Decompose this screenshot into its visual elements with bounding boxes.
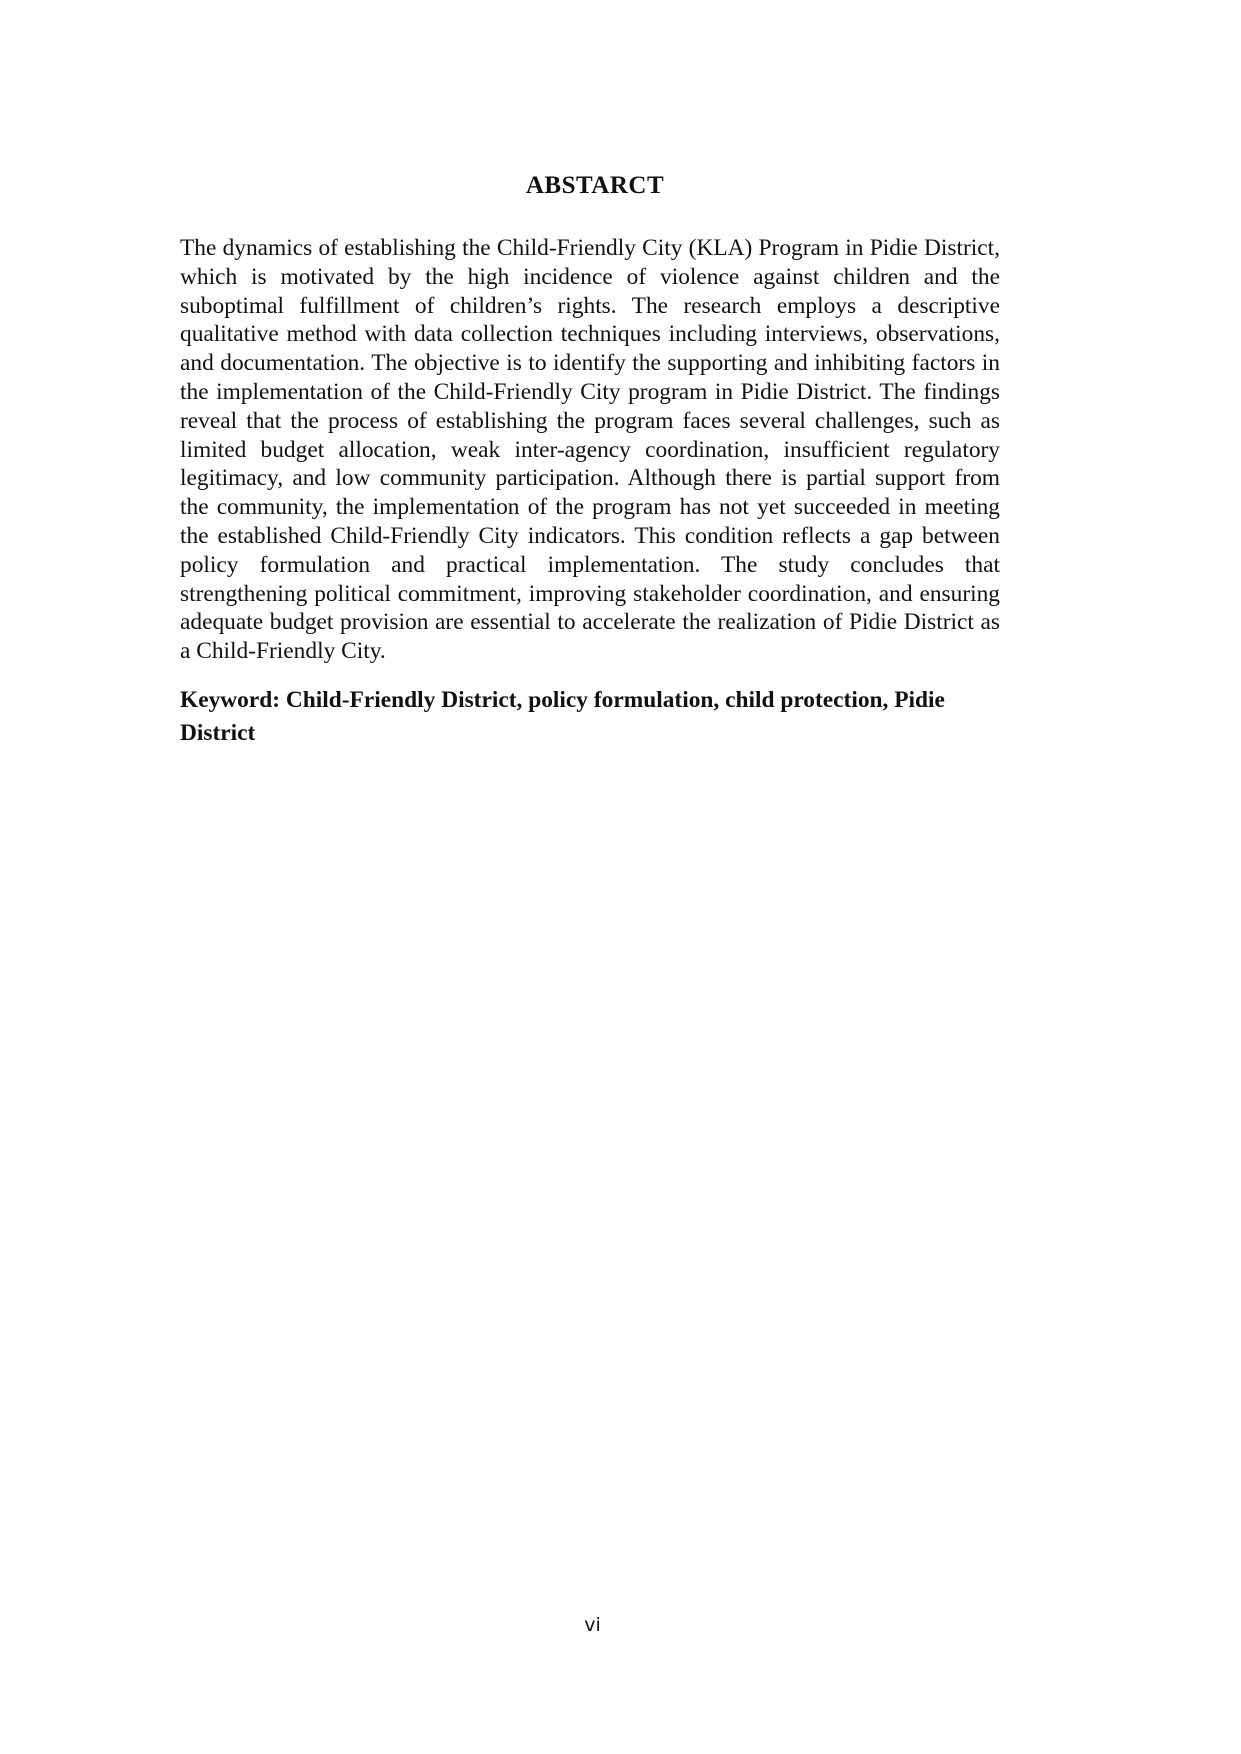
abstract-title: ABSTARCT [525,172,665,199]
keywords: Keyword: Child-Friendly District, policy formulation, child protection, Pidie District [180,687,945,746]
page-number: vi [584,1614,601,1636]
abstract-body: The dynamics of establishing the Child-Friendly City (KLA) Program in Pidie District, which is motivated by the high incidence of violence against children and the suboptimal fulfillment of children’s rights. The research employs a descriptive qualitative method with data collection techniques including interviews, observations, and documentation. The objective is to identify the supporting and inhibiting factors in the implementation of the Child-Friendly City program in Pidie District. The findings reveal that the process of establishing the program faces several challenges, such as limited budget allocation, weak inter-agency coordination, insufficient regulatory legitimacy, and low community participation. Although there is partial support from the community, the implementation of the program has not yet succeeded in meeting the established Child-Friendly City indicators. This condition reflects a gap between policy formulation and practical implementation. The study concludes that strengthening political commitment, improving stakeholder coordination, and ensuring adequate budget provision are essential to accelerate the realization of Pidie District as a Child-Friendly City. [180,235,1000,665]
